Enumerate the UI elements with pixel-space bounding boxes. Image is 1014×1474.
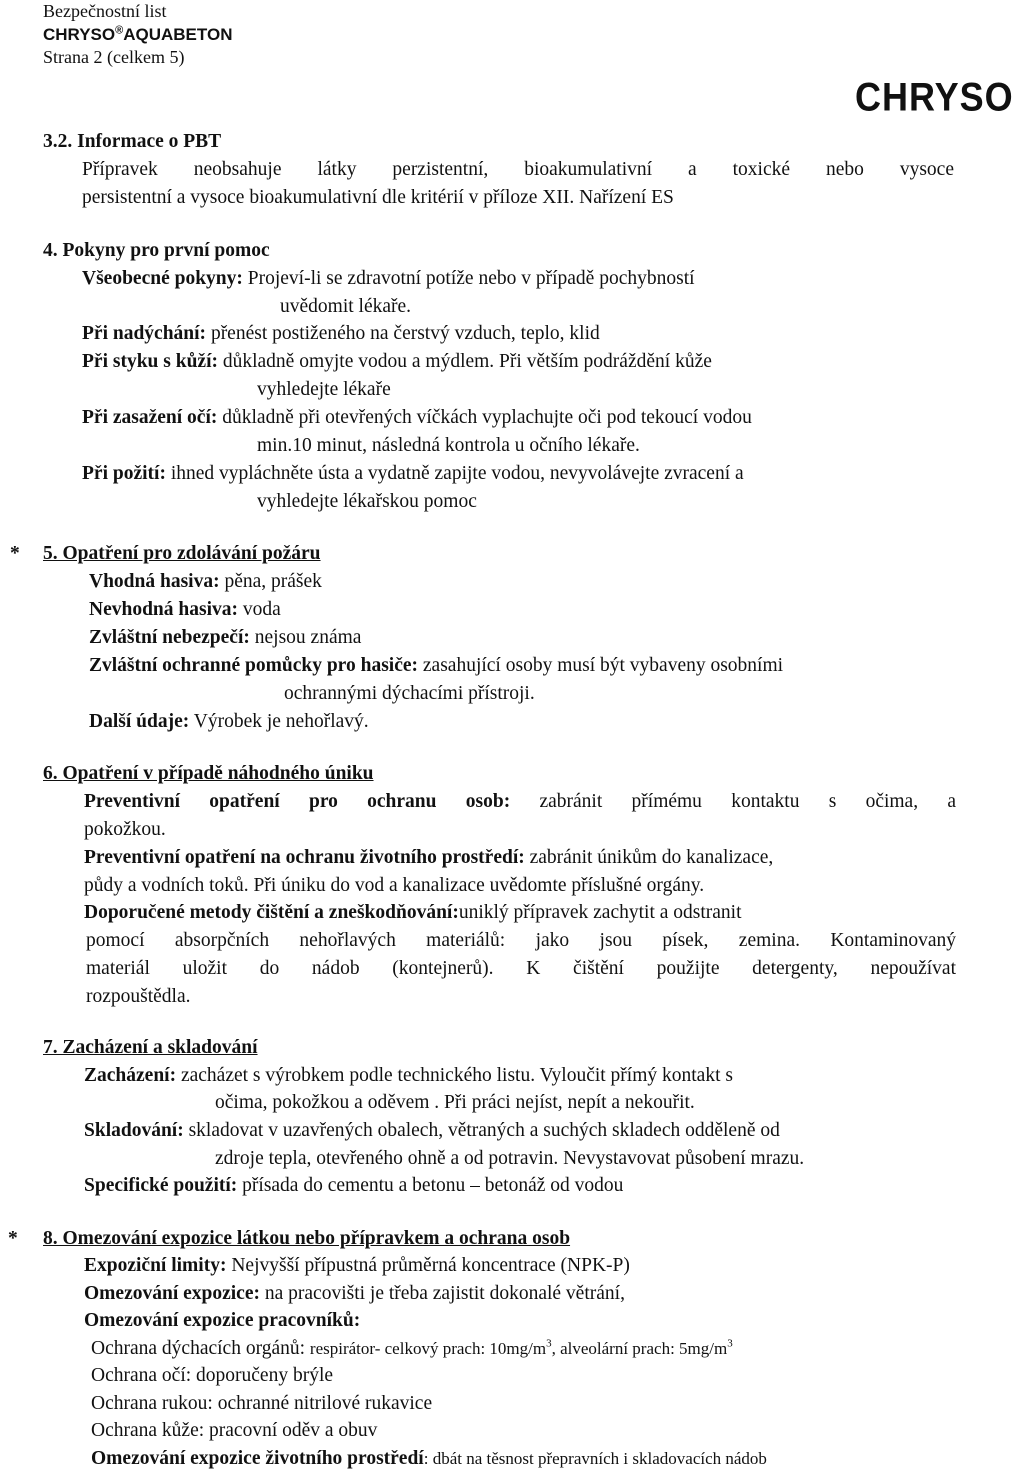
release-cleaning-methods-text: uniklý přípravek zachytit a odstranit bbox=[458, 902, 742, 923]
fire-protective-equipment-text-2: ochrannými dýchacími přístroji. bbox=[284, 683, 535, 704]
chryso-logo: CHRYSO bbox=[855, 74, 1014, 120]
first-aid-skin bbox=[82, 348, 712, 376]
release-personal-precautions bbox=[84, 788, 956, 816]
section-3-2-title: 3.2. Informace o PBT bbox=[43, 131, 222, 152]
first-aid-general-text-2: uvědomit lékaře. bbox=[280, 296, 412, 317]
first-aid-general-text: Projeví-li se zdravotní potíže nebo v případě pochybností bbox=[242, 268, 695, 289]
fire-suitable-media-label: Vhodná hasiva: bbox=[89, 571, 220, 592]
section-3-2-line-1: Přípravek neobsahuje látky perzistentní, bioakumulativní a toxické nebo vysoce bbox=[82, 159, 954, 180]
section-6-title: 6. Opatření v případě náhodného úniku bbox=[43, 763, 374, 784]
release-environmental-precautions bbox=[84, 844, 773, 872]
fire-suitable-media-text: pěna, prášek bbox=[219, 571, 322, 592]
specific-use-text: přísada do cementu a betonu – betonáž od vodou bbox=[237, 1175, 624, 1196]
first-aid-eyes-text: důkladně při otevřených víčkách vyplachujte oči pod tekoucí vodou bbox=[217, 407, 752, 428]
first-aid-inhalation bbox=[82, 320, 600, 348]
fire-protective-equipment-text: zasahující osoby musí být vybaveny osobními bbox=[418, 655, 784, 676]
header-page-number: Strana 2 (celkem 5) bbox=[43, 47, 185, 67]
fire-protective-equipment bbox=[89, 652, 783, 680]
specific-use-label: Specifické použití: bbox=[84, 1175, 238, 1196]
exposure-limits bbox=[84, 1252, 630, 1280]
fire-unsuitable-media-text: voda bbox=[238, 599, 281, 620]
release-personal-precautions-text: zabránit přímému kontaktu s očima, a bbox=[510, 791, 957, 812]
first-aid-ingestion-label: Při požití: bbox=[82, 463, 166, 484]
fire-suitable-media bbox=[89, 568, 322, 596]
release-environmental-precautions-text-2: půdy a vodních toků. Při úniku do vod a kanalizace uvědomte příslušné orgány. bbox=[84, 875, 705, 896]
fire-special-hazards bbox=[89, 624, 361, 652]
section-5-title: 5. Opatření pro zdolávání požáru bbox=[43, 543, 321, 564]
storage-text: skladovat v uzavřených obalech, větraných a suchých skladech odděleně od bbox=[183, 1120, 780, 1141]
storage-text-2: zdroje tepla, otevřeného ohně a od potravin. Nevystavovat působení mrazu. bbox=[215, 1148, 805, 1169]
eye-protection: Ochrana očí: doporučeny brýle bbox=[91, 1365, 334, 1386]
release-personal-precautions-label: Preventivní opatření pro ochranu osob: bbox=[84, 791, 511, 812]
worker-exposure-controls-label: Omezování expozice pracovníků: bbox=[84, 1310, 361, 1331]
first-aid-skin-text-2: vyhledejte lékaře bbox=[257, 379, 391, 400]
exposure-controls-text: na pracovišti je třeba zajistit dokonalé větrání, bbox=[260, 1283, 625, 1304]
first-aid-inhalation-label: Při nadýchání: bbox=[82, 323, 207, 344]
product-name-part: CHRYSO bbox=[43, 25, 116, 44]
section-4-title: 4. Pokyny pro první pomoc bbox=[43, 240, 270, 261]
header-doc-type: Bezpečnostní list bbox=[43, 1, 167, 21]
fire-special-hazards-label: Zvláštní nebezpečí: bbox=[89, 627, 250, 648]
fire-unsuitable-media bbox=[89, 596, 281, 624]
section-8-marker: * bbox=[8, 1228, 18, 1249]
release-cleaning-methods-text-3: materiál uložit do nádob (kontejnerů). K čištění použijte detergenty, nepoužívat bbox=[86, 958, 956, 979]
first-aid-eyes-label: Při zasažení očí: bbox=[82, 407, 218, 428]
release-cleaning-methods bbox=[84, 899, 742, 927]
first-aid-skin-text: důkladně omyjte vodou a mýdlem. Při větším podráždění kůže bbox=[217, 351, 712, 372]
storage bbox=[84, 1117, 780, 1145]
header-product-name bbox=[43, 23, 232, 46]
fire-unsuitable-media-label: Nevhodná hasiva: bbox=[89, 599, 238, 620]
respiratory-protection-label: Ochrana dýchacích orgánů: bbox=[91, 1338, 310, 1359]
environmental-exposure-controls-label: Omezování expozice životního prostředí bbox=[91, 1448, 424, 1469]
first-aid-ingestion-text-2: vyhledejte lékařskou pomoc bbox=[257, 491, 477, 512]
exposure-controls-label: Omezování expozice: bbox=[84, 1283, 260, 1304]
exposure-limits-text: Nejvyšší přípustná průměrná koncentrace (NPK-P) bbox=[226, 1255, 630, 1276]
storage-label: Skladování: bbox=[84, 1120, 184, 1141]
first-aid-general bbox=[82, 265, 695, 293]
first-aid-ingestion bbox=[82, 460, 744, 488]
respiratory-unit-exponent: 3 bbox=[546, 1337, 552, 1350]
fire-special-hazards-text: nejsou známa bbox=[249, 627, 362, 648]
product-name-rest: AQUABETON bbox=[123, 25, 233, 44]
exposure-controls bbox=[84, 1280, 625, 1308]
handling-text-2: očima, pokožkou a oděvem . Při práci nejíst, nepít a nekouřit. bbox=[215, 1092, 695, 1113]
registered-mark: ® bbox=[115, 24, 124, 37]
release-cleaning-methods-text-4: rozpouštědla. bbox=[86, 986, 191, 1007]
respiratory-protection-text: respirátor- celkový prach: 10mg/m bbox=[309, 1339, 547, 1358]
first-aid-skin-label: Při styku s kůží: bbox=[82, 351, 218, 372]
hand-protection: Ochrana rukou: ochranné nitrilové rukavice bbox=[91, 1393, 433, 1414]
fire-protective-equipment-label: Zvláštní ochranné pomůcky pro hasiče: bbox=[89, 655, 419, 676]
first-aid-eyes-text-2: min.10 minut, následná kontrola u očního lékaře. bbox=[257, 435, 640, 456]
release-cleaning-methods-label: Doporučené metody čištění a zneškodňování: bbox=[84, 902, 459, 923]
first-aid-inhalation-text: přenést postiženého na čerstvý vzduch, teplo, klid bbox=[206, 323, 600, 344]
document-header bbox=[43, 0, 232, 69]
handling bbox=[84, 1062, 733, 1090]
fire-other-info-label: Další údaje: bbox=[89, 711, 190, 732]
release-environmental-precautions-label: Preventivní opatření na ochranu životního prostředí: bbox=[84, 847, 525, 868]
section-8-title: 8. Omezování expozice látkou nebo přípravkem a ochrana osob bbox=[43, 1228, 571, 1249]
respiratory-protection-text-2: , alveolární prach: 5mg/m bbox=[551, 1339, 728, 1358]
respiratory-protection bbox=[91, 1335, 733, 1363]
section-3-2-line-2: persistentní a vysoce bioakumulativní dle kritérií v příloze XII. Nařízení ES bbox=[82, 187, 674, 208]
skin-protection: Ochrana kůže: pracovní oděv a obuv bbox=[91, 1420, 378, 1441]
release-personal-precautions-text-2: pokožkou. bbox=[84, 819, 166, 840]
first-aid-general-label: Všeobecné pokyny: bbox=[82, 268, 243, 289]
section-7-title: 7. Zacházení a skladování bbox=[43, 1037, 258, 1058]
handling-label: Zacházení: bbox=[84, 1065, 177, 1086]
release-environmental-precautions-text: zabránit únikům do kanalizace, bbox=[524, 847, 774, 868]
first-aid-eyes bbox=[82, 404, 752, 432]
respiratory-unit-exponent-2: 3 bbox=[727, 1337, 733, 1350]
fire-other-info-text: Výrobek je nehořlavý. bbox=[189, 711, 369, 732]
environmental-exposure-controls bbox=[91, 1445, 767, 1473]
section-5-marker: * bbox=[10, 543, 20, 564]
exposure-limits-label: Expoziční limity: bbox=[84, 1255, 227, 1276]
fire-other-info bbox=[89, 708, 369, 736]
first-aid-ingestion-text: ihned vypláchněte ústa a vydatně zapijte vodou, nevyvolávejte zvracení a bbox=[165, 463, 744, 484]
release-cleaning-methods-text-2: pomocí absorpčních nehořlavých materiálů: jako jsou písek, zemina. Kontaminovaný bbox=[86, 930, 956, 951]
environmental-exposure-controls-text: : dbát na těsnost přepravních i skladovacích nádob bbox=[423, 1449, 767, 1468]
specific-use bbox=[84, 1172, 623, 1200]
handling-text: zacházet s výrobkem podle technického listu. Vyloučit přímý kontakt s bbox=[176, 1065, 733, 1086]
